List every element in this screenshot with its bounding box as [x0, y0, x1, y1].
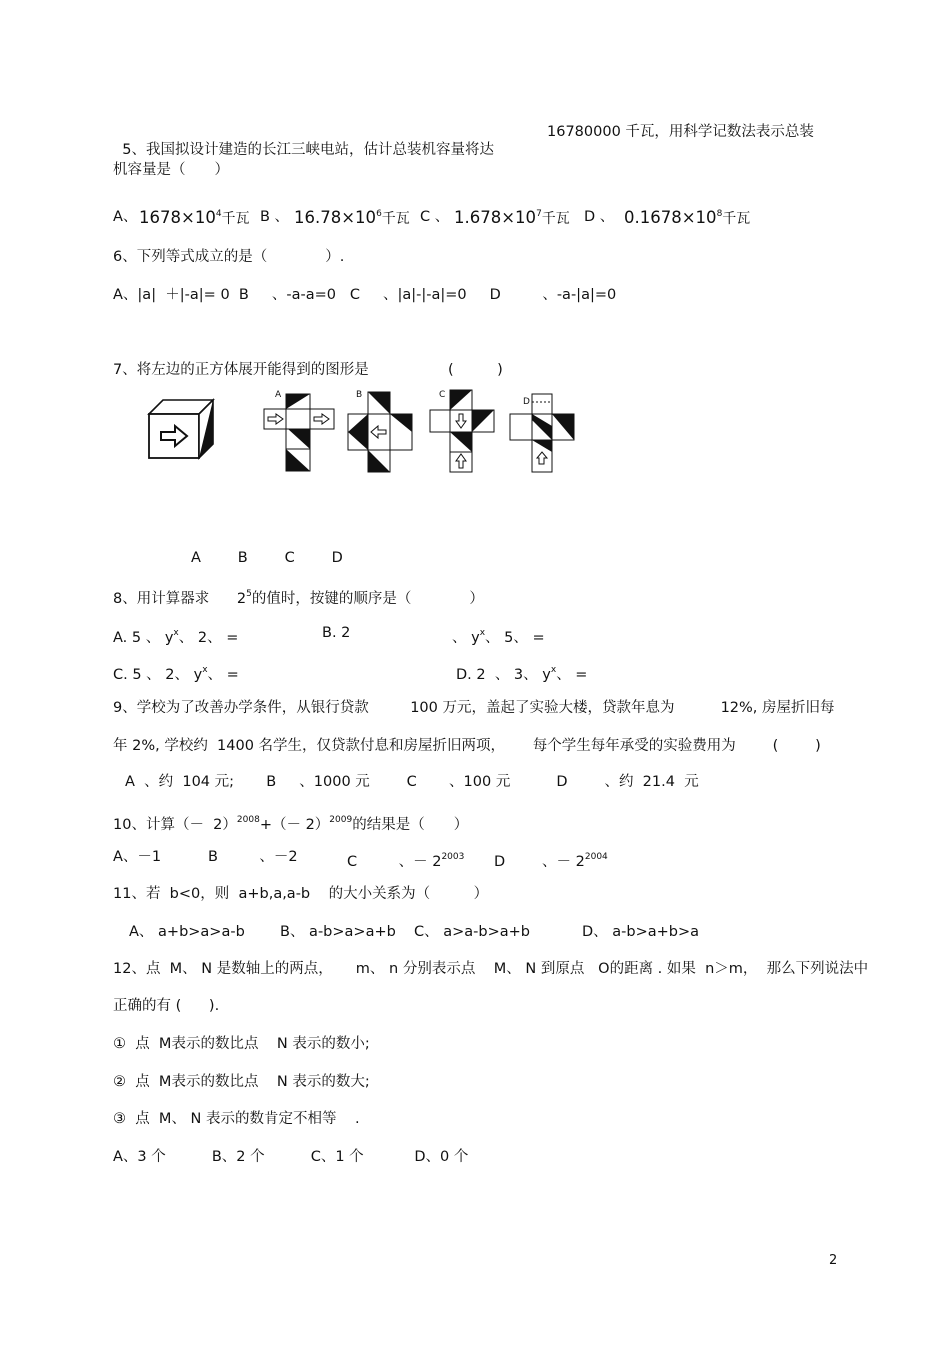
- q9-line1: 9、学校为了改善办学条件，从银行贷款 100 万元，盖起了实验大楼，贷款年息为 12%, 房屋折旧每: [113, 700, 835, 716]
- q10-opt-a: A、－1: [113, 849, 162, 865]
- q8-opt-a-sup: x: [173, 628, 179, 638]
- net-d: [508, 390, 576, 476]
- net-b: [346, 390, 414, 474]
- q10-stem-a: 10、计算（－ 2）: [113, 817, 237, 833]
- q5-opt-b-exp: 6: [376, 209, 382, 219]
- q12-options: A、3 个 B、2 个 C、1 个 D、0 个: [113, 1149, 469, 1165]
- q5-opt-a-unit: 千瓦: [221, 211, 250, 227]
- q8-stem-a: 8、用计算器求: [113, 591, 210, 607]
- q12-line1: 12、点 M、 N 是数轴上的两点， m、 n 分别表示点 M、 N 到原点 O的距离 . 如果 n＞m， 那么下列说法中: [113, 961, 869, 977]
- q11-opt-b: B、 a-b>a>a+b: [280, 924, 396, 940]
- q7-paren: ( ): [448, 362, 503, 378]
- q11-opt-d: D、 a-b>a+b>a: [582, 924, 700, 940]
- q5-opt-d-base: 0.1678×10: [624, 208, 717, 227]
- q10-exp1: 2008: [236, 815, 260, 825]
- q5-line2: 机容量是（ ）: [113, 162, 229, 178]
- net-d-label: D: [523, 397, 530, 407]
- q10-opt-d-exp: 2004: [584, 852, 608, 862]
- q8-opt-a-text: A. 5 、 y: [113, 630, 174, 646]
- q10-opt-d: [494, 848, 608, 871]
- q12-item2: ② 点 M表示的数比点 N 表示的数大;: [113, 1074, 370, 1090]
- q11-stem: 11、若 b<0，则 a+b,a,a-b 的大小关系为（ ）: [113, 886, 489, 902]
- q11-opt-c: C、 a>a-b>a+b: [414, 924, 530, 940]
- q5-opt-a-base: 1678×10: [139, 208, 216, 227]
- q8-opt-b: B. 2: [322, 625, 351, 641]
- q5-opt-a-exp: 4: [215, 209, 222, 219]
- q5-line1: [113, 123, 494, 159]
- q5-opt-b: [294, 205, 410, 228]
- q7-answer-labels: A B C D: [191, 550, 343, 566]
- q11-opt-a: A、 a+b>a>a-b: [129, 924, 245, 940]
- q9-options: A 、约 104 元; B 、1000 元 C 、100 元 D 、约 21.4 元: [125, 774, 699, 790]
- q8-opt-d-text: D. 2 、 3、 y: [456, 667, 551, 683]
- q8-opt-c-text: C. 5 、 2、 y: [113, 667, 203, 683]
- q5-opt-d-label: D 、: [584, 209, 615, 225]
- q5-opt-b-base: 16.78×10: [294, 208, 377, 227]
- q8-exp: 5: [246, 589, 252, 599]
- q10-opt-d-text: D 、－ 2: [494, 854, 585, 870]
- q5-opt-c-base: 1.678×10: [454, 208, 537, 227]
- net-b-label: B: [356, 390, 363, 400]
- q6-options: A、|a| ＋|-a|= 0 B 、-a-a=0 C 、|a|-|-a|=0 D 、-a-|a|=0: [113, 287, 617, 303]
- q8-stem-b: 的值时，按键的顺序是（ ）: [251, 591, 484, 607]
- q5-opt-a-label: A、: [113, 209, 138, 225]
- q8-opt-b-sup: x: [479, 628, 486, 638]
- q12-line2: 正确的有 ( ).: [113, 998, 220, 1014]
- q10-opt-c: [347, 848, 464, 871]
- q5-line1-a: 5、我国拟设计建造的长江三峡电站，估计总装机容量将达: [122, 142, 494, 158]
- q5-opt-c: [454, 205, 570, 228]
- q8-opt-b-end: 、 5、 =: [485, 630, 545, 646]
- net-c-label: C: [439, 390, 446, 400]
- q5-opt-a: [139, 205, 250, 228]
- q5-opt-c-unit: 千瓦: [541, 211, 570, 227]
- q8-opt-c-sup: x: [202, 665, 208, 675]
- q10-opt-c-text: C 、－ 2: [347, 854, 442, 870]
- q10-stem-c: 的结果是（ ）: [352, 817, 469, 833]
- q5-opt-d-exp: 8: [716, 209, 723, 219]
- page-number: 2: [829, 1253, 838, 1268]
- net-a: [262, 390, 336, 474]
- q7-stem: 7、将左边的正方体展开能得到的图形是: [113, 362, 369, 378]
- q10-exp2: 2009: [329, 815, 353, 825]
- q8-opt-c: [113, 661, 239, 684]
- q8-base: 2: [236, 591, 247, 607]
- q10-opt-c-exp: 2003: [441, 852, 465, 862]
- q5-opt-b-unit: 千瓦: [381, 211, 410, 227]
- q10-opt-b: B 、－2: [208, 849, 298, 865]
- net-a-label: A: [275, 390, 282, 400]
- q10-stem: [113, 811, 468, 834]
- q5-opt-d-unit: 千瓦: [722, 211, 751, 227]
- q8-opt-d-sup: x: [550, 665, 557, 675]
- q5-opt-b-label: B 、: [260, 209, 290, 225]
- q8-opt-a-end: 、 2、 =: [178, 630, 239, 646]
- net-c: [428, 388, 498, 474]
- q10-stem-b: +（－ 2）: [259, 817, 330, 833]
- q5-line1-b: 16780000 千瓦，用科学记数法表示总装: [547, 124, 814, 140]
- q5-opt-c-exp: 7: [536, 209, 542, 219]
- q8-opt-b-mid: 、 y: [452, 630, 480, 646]
- q8-opt-d: [456, 661, 587, 684]
- q5-opt-d: [624, 205, 750, 228]
- q5-opt-c-label: C 、: [420, 209, 450, 225]
- q8-opt-a: [113, 624, 238, 647]
- q8-opt-d-end: 、 =: [556, 667, 588, 683]
- q9-line2: 年 2%, 学校约 1400 名学生，仅贷款付息和房屋折旧两项， 每个学生每年承受的实验费用为 ( ): [113, 738, 821, 754]
- q8-opt-b-rest: [452, 624, 545, 647]
- cube-figure: [147, 398, 215, 460]
- q8-stem: [113, 585, 484, 608]
- q12-item3: ③ 点 M、 N 表示的数肯定不相等 .: [113, 1111, 360, 1127]
- q6-stem: 6、下列等式成立的是（ ）.: [113, 249, 345, 265]
- q8-opt-c-end: 、 =: [207, 667, 239, 683]
- q12-item1: ① 点 M表示的数比点 N 表示的数小;: [113, 1036, 370, 1052]
